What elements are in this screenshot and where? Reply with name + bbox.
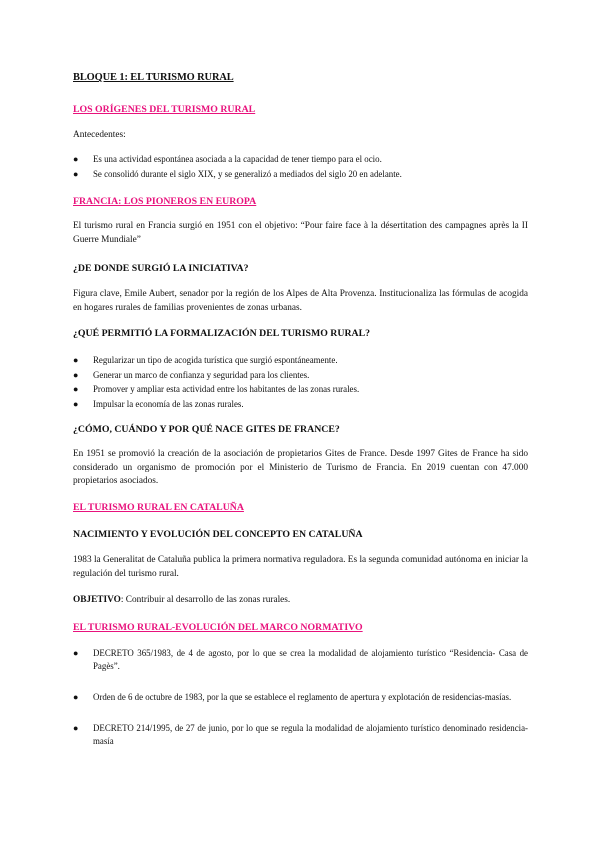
cataluna-paragraph: 1983 la Generalitat de Cataluña publica la primera normativa reguladora. Es la segunda comunidad autónoma en iniciar la regulación del turismo rural. [73,555,528,579]
heading-cataluna: EL TURISMO RURAL EN CATALUÑA [73,502,244,513]
bullet-icon: ● [73,384,79,394]
heading-origenes: LOS ORÍGENES DEL TURISMO RURAL [73,104,256,115]
francia-paragraph: El turismo rural en Francia surgió en 1951 con el objetivo: “Pour faire face à la désertitation des campagnes après la II Guerre Mundiale” [73,221,528,245]
formalizacion-list [73,353,528,411]
subheading-cataluna: NACIMIENTO Y EVOLUCIÓN DEL CONCEPTO EN CATALUÑA [73,529,363,540]
heading-marco: EL TURISMO RURAL-EVOLUCIÓN DEL MARCO NORMATIVO [73,622,363,633]
list-item: ● Generar un marco de confianza y seguridad para los clientes. [73,368,528,383]
list-item: ● Regularizar un tipo de acogida turística que surgió espontáneamente. [73,353,528,368]
list-item: ● Impulsar la economía de las zonas rurales. [73,397,528,412]
heading-iniciativa: ¿DE DONDE SURGIÓ LA INICIATIVA? [73,263,249,274]
bullet-icon: ● [73,154,79,164]
heading-francia: FRANCIA: LOS PIONEROS EN EUROPA [73,196,257,207]
bullet-icon: ● [73,398,79,409]
objetivo-text: : Contribuir al desarrollo de las zonas rurales. [120,595,291,605]
gites-paragraph: En 1951 se promovió la creación de la asociación de propietarios Gites de France. Desde 1997 Gites de France ha sido considerado un organismo de promoción por el Ministerio de Turismo de Francia. En 2019 cuentan con 47.000 propietarios asociados. [73,449,528,486]
bullet-icon: ● [73,692,79,702]
bullet-icon: ● [73,369,79,380]
objetivo-label: OBJETIVO [73,595,121,605]
list-item: ● Orden de 6 de octubre de 1983, por la que se establece el reglamento de apertura y explotación de residencias-masías. [73,692,512,702]
bullet-icon: ● [73,168,79,179]
marco-list [73,647,528,766]
list-item: ● Es una actividad espontánea asociada a la capacidad de tener tiempo para el ocio. [73,152,528,167]
list-item: ● Se consolidó durante el siglo XIX, y se generalizó a mediados del siglo 20 en adelante. [73,167,528,182]
list-item: ● Promover y ampliar esta actividad entre los habitantes de las zonas rurales. [73,382,528,397]
origenes-list [73,152,528,181]
bullet-icon: ● [73,355,79,365]
bullet-icon: ● [73,723,79,733]
list-item: ● DECRETO 214/1995, de 27 de junio, por lo que se regula la modalidad de alojamiento turístico denominado residencia-masía [73,723,528,746]
iniciativa-paragraph: Figura clave, Emile Aubert, senador por la región de los Alpes de Alta Provenza. Institucionaliza las fórmulas de acogida en hogares rurales de familias provenientes de zonas urbanas. [73,289,528,313]
heading-formalizacion: ¿QUÉ PERMITIÓ LA FORMALIZACIÓN DEL TURISMO RURAL? [73,328,371,339]
objetivo-line [73,593,528,608]
list-item: ● DECRETO 365/1983, de 4 de agosto, por lo que se crea la modalidad de alojamiento turístico “Residencia- Casa de Pagès”. [73,648,528,671]
document-title: BLOQUE 1: EL TURISMO RURAL [73,72,234,83]
heading-gites: ¿CÓMO, CUÁNDO Y POR QUÉ NACE GITES DE FRANCE? [73,424,340,435]
bullet-icon: ● [73,648,79,658]
antecedentes-label: Antecedentes: [73,130,126,140]
